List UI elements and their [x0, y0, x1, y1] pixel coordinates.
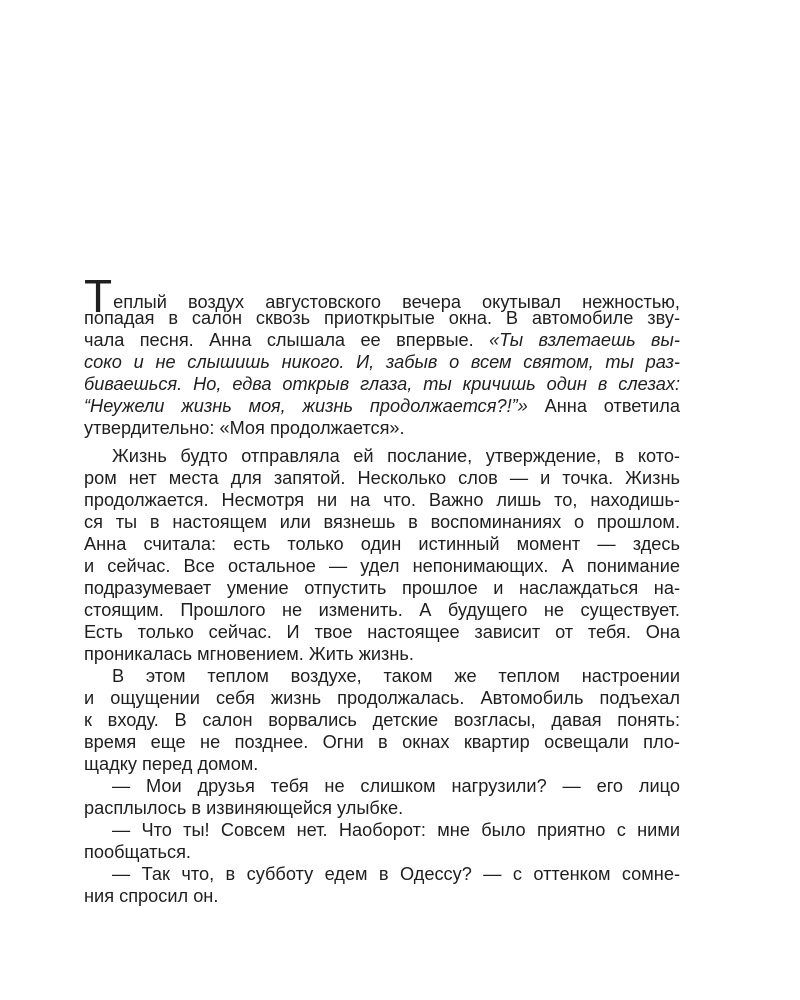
song-quote: “Неужели жизнь моя, жизнь продолжается?!”» — [84, 396, 528, 416]
text-line: ния спросил он. — [84, 886, 219, 906]
text-line: попадая в салон сквозь приоткрытые окна. В автомобиле зву- — [84, 308, 680, 328]
text-line: к входу. В салон ворвались детские возгласы, давая понять: — [84, 710, 680, 730]
page-text — [84, 270, 680, 907]
text-line: продолжается. Несмотря ни на что. Важно лишь то, находишь- — [84, 490, 680, 510]
text-line: утвердительно: «Моя продолжается». — [84, 418, 405, 438]
text-line: Теплый воздух августовского вечера окутывал нежностью, — [84, 270, 680, 322]
paragraph-1 — [84, 270, 680, 439]
text-line: — Мои друзья тебя не слишком нагрузили? — его лицо — [112, 776, 680, 796]
drop-cap: Т — [84, 270, 113, 322]
text-line: время еще не позднее. Огни в окнах квартир освещали пло- — [84, 732, 680, 752]
text-line: Анна считала: есть только один истинный момент — здесь — [84, 534, 680, 554]
text-line: подразумевает умение отпустить прошлое и наслаждаться на- — [84, 578, 680, 598]
text-line: стоящим. Прошлого не изменить. А будущего не существует. — [84, 600, 680, 620]
text-line: чала песня. Анна слышала ее впервые. «Ты взлетаешь вы- — [84, 330, 680, 350]
text-line: и ощущении себя жизнь продолжалась. Автомобиль подъехал — [84, 688, 680, 708]
text-line: и сейчас. Все остальное — удел непонимающих. А понимание — [84, 556, 680, 576]
song-quote: «Ты взлетаешь вы- — [489, 330, 680, 350]
text-line: соко и не слышишь никого. И, забыв о всем святом, ты раз- — [84, 352, 680, 372]
paragraph-2 — [84, 445, 680, 665]
text-line: биваешься. Но, едва открыв глаза, ты кричишь один в слезах: — [84, 374, 680, 394]
text-line: щадку перед домом. — [84, 754, 259, 774]
text-line: “Неужели жизнь моя, жизнь продолжается?!”» Анна ответила — [84, 396, 680, 416]
paragraph-3 — [84, 665, 680, 775]
text-line: расплылось в извиняющейся улыбке. — [84, 798, 404, 818]
paragraph-6 — [84, 863, 680, 907]
paragraph-5 — [84, 819, 680, 863]
text-line: Есть только сейчас. И твое настоящее зависит от тебя. Она — [84, 622, 680, 642]
paragraph-4 — [84, 775, 680, 819]
text-line: В этом теплом воздухе, таком же теплом настроении — [112, 666, 680, 686]
text-line: — Что ты! Совсем нет. Наоборот: мне было приятно с ними — [112, 820, 680, 840]
text-line: проникалась мгновением. Жить жизнь. — [84, 644, 414, 664]
text-line: ром нет места для запятой. Несколько слов — и точка. Жизнь — [84, 468, 680, 488]
text-line: — Так что, в субботу едем в Одессу? — с оттенком сомне- — [112, 864, 680, 884]
text-line: Жизнь будто отправляла ей послание, утверждение, в кото- — [112, 446, 680, 466]
text-line: пообщаться. — [84, 842, 191, 862]
text-line: ся ты в настоящем или вязнешь в воспоминаниях о прошлом. — [84, 512, 680, 532]
